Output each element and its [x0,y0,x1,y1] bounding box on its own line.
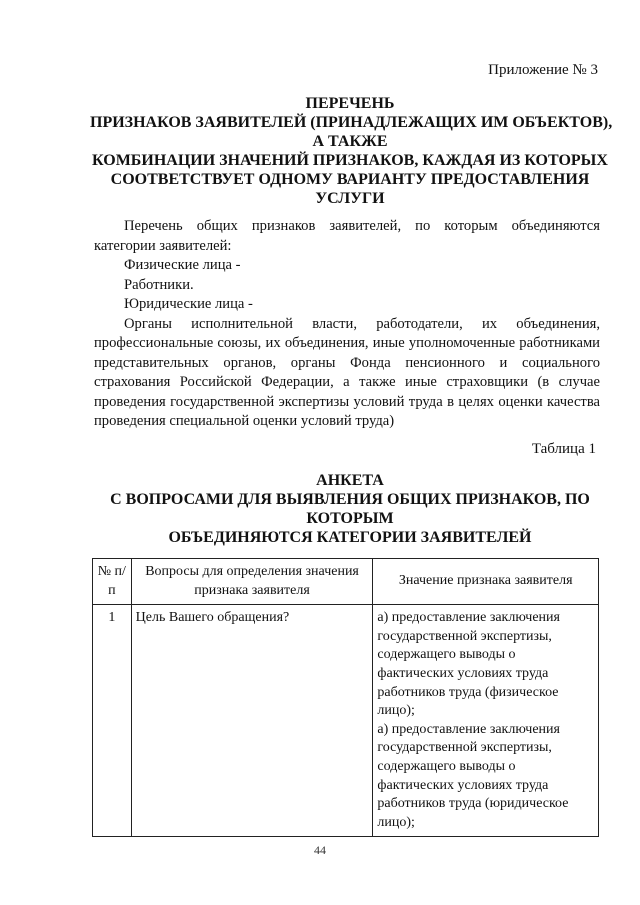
intro-section [94,217,600,432]
survey-title-line: С ВОПРОСАМИ ДЛЯ ВЫЯВЛЕНИЯ ОБЩИХ ПРИЗНАКОВ, ПО [110,491,590,508]
category-individuals: Физические лица - [124,257,241,273]
answer-option: а) предоставление заключения государственной экспертизы, содержащего выводы о фактических условиях труда работников труда (физическое лицо); [377,610,560,719]
title-line: ПРИЗНАКОВ ЗАЯВИТЕЛЕЙ (ПРИНАДЛЕЖАЩИХ ИМ ОБЪЕКТОВ), [90,114,613,131]
title-line: ПЕРЕЧЕНЬ [305,95,395,112]
survey-title [90,471,610,547]
document-title [90,94,613,208]
row-values [373,605,599,837]
header-num: № п/п [93,559,132,605]
survey-title-line: КОТОРЫМ [306,510,394,527]
intro-lead: Перечень общих признаков заявителей, по которым объединяются категории заявителей: [94,218,600,254]
category-workers: Работники. [124,276,194,293]
row-question: Цель Вашего обращения? [131,605,373,837]
answer-option: а) предоставление заключения государственной экспертизы, содержащего выводы о фактических условиях труда работников труда (юридическое лицо); [377,721,569,830]
category-legal-entities: Юридические лица - [124,296,253,312]
title-line: А ТАКЖЕ [312,133,388,150]
category-legal-entities-detail: Органы исполнительной власти, работодатели, их объединения, профессиональные союзы, их объединения, иные уполномоченные работниками представительных органов, органы Фонда пенсионного и социального страхования Российской Федерации, а также иные страховщики (в случае проведения государственной экспертизы условий труда в целях оценки качества проведения специальной оценки условий труда) [94,315,600,429]
table-header-row [93,559,599,605]
page-number: 44 [314,843,326,857]
survey-title-line: ОБЪЕДИНЯЮТСЯ КАТЕГОРИИ ЗАЯВИТЕЛЕЙ [168,529,532,546]
title-line: СООТВЕТСТВУЕТ ОДНОМУ ВАРИАНТУ ПРЕДОСТАВЛЕНИЯ [110,171,590,188]
header-question: Вопросы для определения значения признака заявителя [131,559,373,605]
title-line: УСЛУГИ [315,190,385,207]
survey-table [92,558,599,837]
table-label: Таблица 1 [531,441,596,457]
annex-label: Приложение № 3 [488,62,598,78]
table-row [93,605,599,837]
header-value: Значение признака заявителя [373,559,599,605]
survey-title-line: АНКЕТА [316,472,384,489]
title-line: КОМБИНАЦИИ ЗНАЧЕНИЙ ПРИЗНАКОВ, КАЖДАЯ ИЗ КОТОРЫХ [92,152,608,169]
row-num: 1 [93,605,132,837]
